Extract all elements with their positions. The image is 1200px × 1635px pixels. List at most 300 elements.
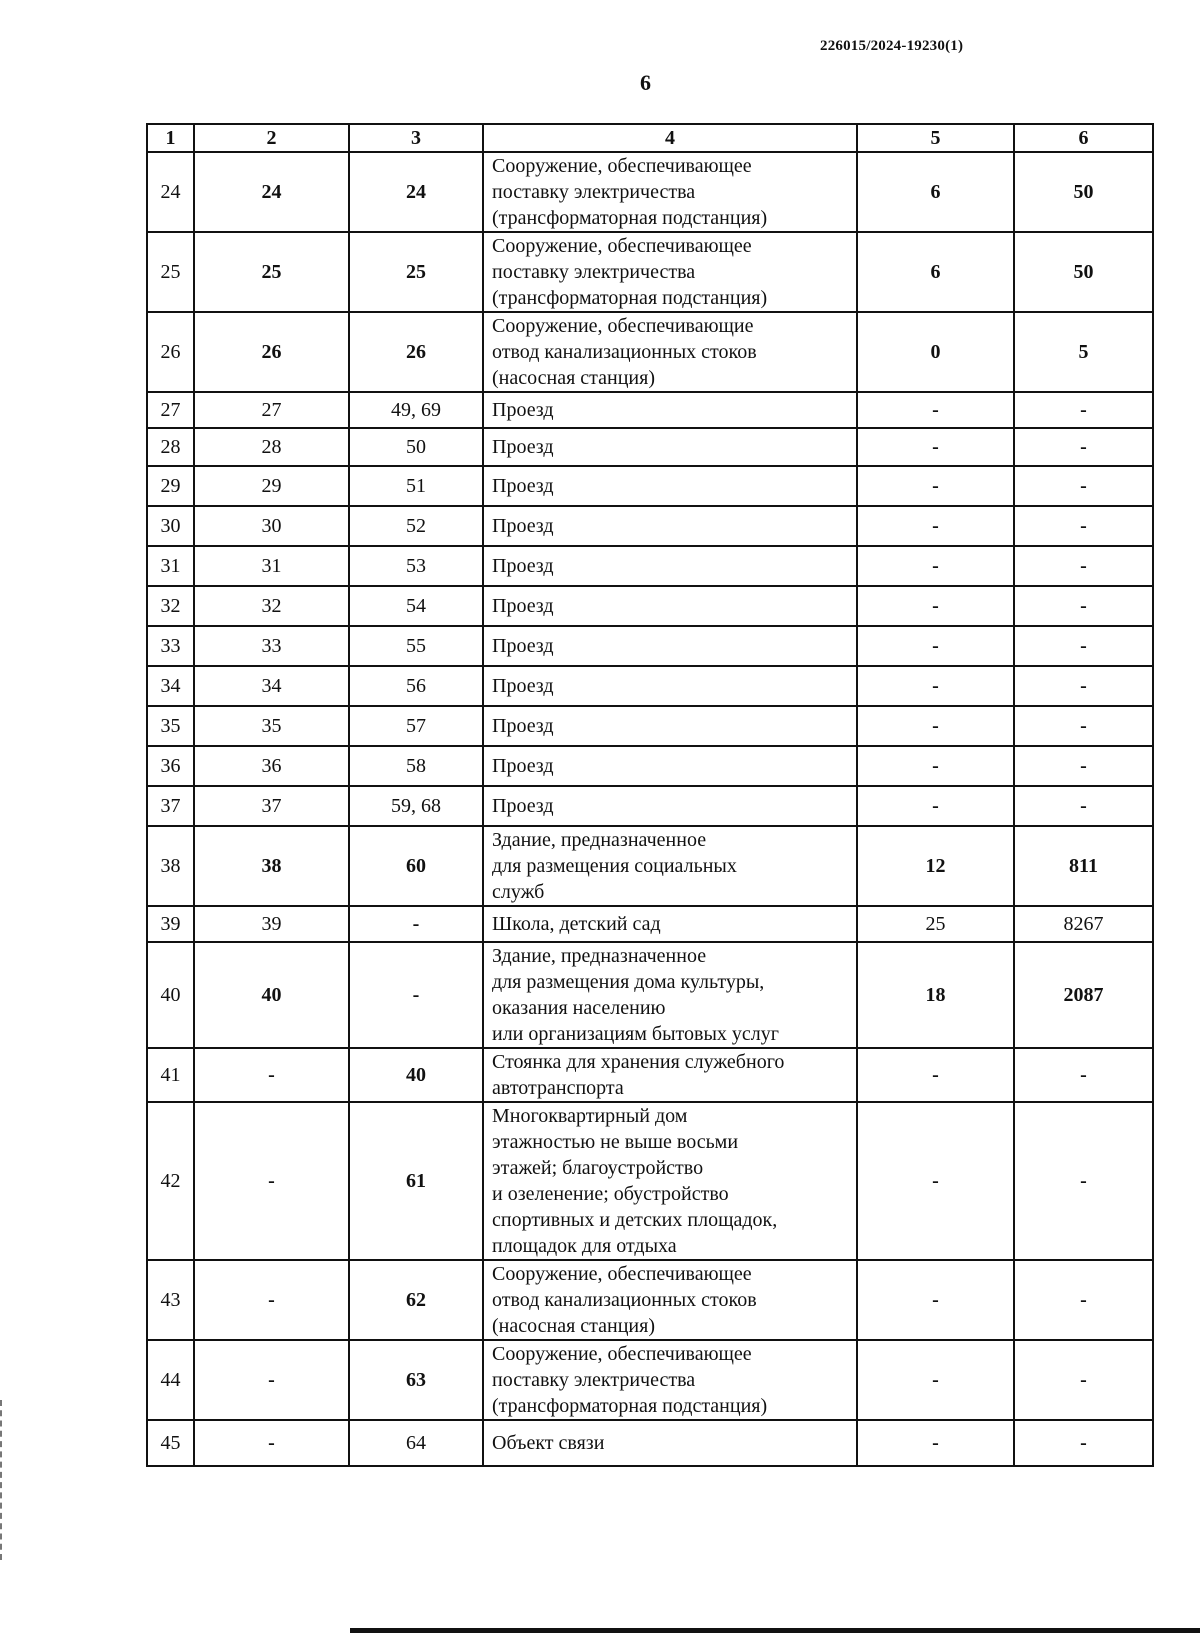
col5-cell-value: -	[932, 1368, 939, 1391]
col3-cell	[349, 906, 483, 942]
object-name-cell	[483, 1420, 857, 1466]
object-name-cell	[483, 1260, 857, 1340]
object-name-line: (трансформаторная подстанция)	[492, 207, 768, 229]
row-number-cell-value: 29	[160, 474, 181, 497]
col5-cell-value: -	[932, 754, 939, 777]
col2-cell-value: -	[268, 1368, 275, 1391]
col6-cell-value: -	[1080, 1063, 1087, 1086]
object-name-line: Проезд	[492, 635, 554, 657]
col3-cell-value: 60	[406, 854, 426, 877]
col2-cell	[194, 466, 349, 506]
col6-cell-value: -	[1080, 714, 1087, 737]
row-number-cell	[147, 312, 194, 392]
row-number-cell-value: 40	[160, 983, 181, 1006]
col6-cell	[1014, 1102, 1153, 1260]
col3-cell-value: 64	[406, 1431, 426, 1454]
col5-cell	[857, 152, 1014, 232]
col2-cell	[194, 942, 349, 1048]
col3-cell-value: 52	[406, 514, 426, 537]
object-name-cell	[483, 826, 857, 906]
col2-cell	[194, 392, 349, 428]
col2-cell	[194, 706, 349, 746]
col2-cell	[194, 906, 349, 942]
col2-cell	[194, 546, 349, 586]
object-name-cell	[483, 546, 857, 586]
table-row	[147, 152, 1153, 232]
col3-cell	[349, 786, 483, 826]
object-name-line: отвод канализационных стоков	[492, 341, 757, 363]
col3-cell	[349, 1048, 483, 1102]
object-name-cell	[483, 1048, 857, 1102]
row-number-cell-value: 28	[160, 435, 181, 458]
row-number-cell	[147, 428, 194, 466]
col3-cell-value: 54	[406, 594, 426, 617]
table-row	[147, 666, 1153, 706]
object-name-cell	[483, 786, 857, 826]
col5-cell-value: -	[932, 514, 939, 537]
col5-cell-value: 18	[925, 983, 946, 1006]
col3-cell	[349, 1260, 483, 1340]
col2-cell-value: 33	[261, 634, 282, 657]
col2-cell	[194, 232, 349, 312]
row-number-cell	[147, 826, 194, 906]
row-number-cell-value: 27	[160, 398, 181, 421]
object-name-line: Здание, предназначенное	[492, 945, 707, 967]
col5-cell-value: 0	[930, 340, 941, 363]
col6-cell-value: -	[1080, 474, 1087, 497]
col5-cell	[857, 1340, 1014, 1420]
col3-cell	[349, 232, 483, 312]
table-row	[147, 1048, 1153, 1102]
object-name-line: Объект связи	[492, 1432, 605, 1454]
object-name-line: Проезд	[492, 795, 554, 817]
col6-cell-value: -	[1080, 794, 1087, 817]
table-row	[147, 746, 1153, 786]
table-row	[147, 428, 1153, 466]
object-name-line: (насосная станция)	[492, 1315, 655, 1337]
col6-cell-value: 811	[1069, 854, 1098, 877]
object-name-cell	[483, 942, 857, 1048]
row-number-cell-value: 44	[160, 1368, 181, 1391]
col2-cell-value: 24	[261, 180, 282, 203]
col6-cell	[1014, 786, 1153, 826]
col6-cell	[1014, 1420, 1153, 1466]
table-row	[147, 706, 1153, 746]
col5-cell-value: -	[932, 634, 939, 657]
col5-cell	[857, 506, 1014, 546]
object-name-cell	[483, 506, 857, 546]
row-number-cell	[147, 466, 194, 506]
col5-cell	[857, 232, 1014, 312]
col5-cell-value: 6	[930, 260, 941, 283]
col6-cell-value: -	[1080, 554, 1087, 577]
object-name-cell	[483, 706, 857, 746]
table-row	[147, 1102, 1153, 1260]
col2-cell	[194, 1420, 349, 1466]
row-number-cell	[147, 1260, 194, 1340]
col6-cell	[1014, 152, 1153, 232]
object-name-line: Сооружение, обеспечивающие	[492, 315, 754, 337]
col5-cell-value: -	[932, 714, 939, 737]
col5-cell	[857, 906, 1014, 942]
col3-cell	[349, 1420, 483, 1466]
col5-cell	[857, 786, 1014, 826]
col5-cell	[857, 586, 1014, 626]
col5-cell	[857, 626, 1014, 666]
object-name-cell	[483, 666, 857, 706]
col2-cell	[194, 746, 349, 786]
col5-cell-value: -	[932, 474, 939, 497]
col6-cell	[1014, 942, 1153, 1048]
col2-cell	[194, 312, 349, 392]
col3-cell	[349, 506, 483, 546]
object-name-line: Многоквартирный дом	[492, 1105, 688, 1127]
col5-cell	[857, 826, 1014, 906]
object-name-line: поставку электричества	[492, 1369, 696, 1391]
column-header: 3	[349, 124, 483, 152]
object-name-line: Проезд	[492, 436, 554, 458]
row-number-cell	[147, 152, 194, 232]
object-name-line: и озеленение; обустройство	[492, 1183, 729, 1205]
col2-cell-value: 30	[261, 514, 282, 537]
col6-cell	[1014, 826, 1153, 906]
col6-cell	[1014, 428, 1153, 466]
col2-cell-value: -	[268, 1288, 275, 1311]
col5-cell-value: -	[932, 435, 939, 458]
col6-cell	[1014, 1260, 1153, 1340]
col3-cell-value: -	[412, 983, 420, 1006]
object-name-line: автотранспорта	[492, 1077, 624, 1099]
row-number-cell-value: 37	[160, 794, 181, 817]
col6-cell	[1014, 1048, 1153, 1102]
col6-cell	[1014, 906, 1153, 942]
row-number-cell-value: 26	[160, 340, 181, 363]
col2-cell	[194, 1260, 349, 1340]
row-number-cell	[147, 1102, 194, 1260]
col3-cell-value: 58	[406, 754, 426, 777]
col5-cell-value: -	[932, 674, 939, 697]
col3-cell	[349, 546, 483, 586]
col2-cell-value: 29	[261, 474, 282, 497]
object-name-cell	[483, 906, 857, 942]
col6-cell	[1014, 546, 1153, 586]
col3-cell-value: 49, 69	[391, 398, 441, 421]
col6-cell	[1014, 746, 1153, 786]
col5-cell	[857, 546, 1014, 586]
col2-cell	[194, 626, 349, 666]
object-name-line: (трансформаторная подстанция)	[492, 1395, 768, 1417]
row-number-cell	[147, 906, 194, 942]
col2-cell-value: 26	[261, 340, 282, 363]
column-header: 4	[483, 124, 857, 152]
col2-cell	[194, 506, 349, 546]
col3-cell-value: 50	[406, 435, 426, 458]
col2-cell-value: 32	[261, 594, 282, 617]
object-name-line: Сооружение, обеспечивающее	[492, 155, 752, 177]
object-name-line: Сооружение, обеспечивающее	[492, 1343, 752, 1365]
row-number-cell	[147, 1048, 194, 1102]
scan-edge-mark	[0, 1400, 5, 1560]
row-number-cell-value: 34	[160, 674, 181, 697]
col5-cell	[857, 1420, 1014, 1466]
row-number-cell-value: 38	[160, 854, 181, 877]
object-name-cell	[483, 232, 857, 312]
table-header-row	[147, 124, 1153, 152]
row-number-cell	[147, 746, 194, 786]
col6-cell-value: 8267	[1063, 912, 1104, 935]
col3-cell	[349, 746, 483, 786]
col5-cell-value: 25	[925, 912, 946, 935]
col3-cell	[349, 942, 483, 1048]
object-name-line: поставку электричества	[492, 181, 696, 203]
col2-cell-value: 40	[261, 983, 282, 1006]
table-row	[147, 1420, 1153, 1466]
col6-cell	[1014, 586, 1153, 626]
col3-cell-value: 53	[406, 554, 426, 577]
col2-cell	[194, 826, 349, 906]
col3-cell	[349, 1340, 483, 1420]
row-number-cell-value: 36	[160, 754, 181, 777]
table-row	[147, 906, 1153, 942]
table-row	[147, 1340, 1153, 1420]
col3-cell	[349, 1102, 483, 1260]
col5-cell-value: 6	[930, 180, 941, 203]
col5-cell-value: -	[932, 1431, 939, 1454]
col6-cell	[1014, 1340, 1153, 1420]
object-name-cell	[483, 466, 857, 506]
col3-cell-value: 63	[406, 1368, 426, 1391]
row-number-cell-value: 33	[160, 634, 181, 657]
col5-cell	[857, 1102, 1014, 1260]
col6-cell-value: -	[1080, 514, 1087, 537]
column-header: 2	[194, 124, 349, 152]
table-row	[147, 466, 1153, 506]
row-number-cell	[147, 786, 194, 826]
row-number-cell-value: 42	[160, 1169, 181, 1192]
col6-cell	[1014, 232, 1153, 312]
col3-cell-value: 40	[406, 1063, 426, 1086]
object-name-line: оказания населению	[492, 997, 666, 1019]
row-number-cell-value: 31	[160, 554, 181, 577]
col2-cell	[194, 1340, 349, 1420]
object-name-cell	[483, 392, 857, 428]
col6-cell-value: -	[1080, 754, 1087, 777]
row-number-cell	[147, 586, 194, 626]
col5-cell-value: -	[932, 594, 939, 617]
col3-cell	[349, 626, 483, 666]
objects-table	[146, 123, 1154, 1467]
col2-cell-value: 37	[261, 794, 282, 817]
col2-cell-value: 38	[261, 854, 282, 877]
row-number-cell-value: 45	[160, 1431, 181, 1454]
table-row	[147, 786, 1153, 826]
object-name-line: Проезд	[492, 755, 554, 777]
row-number-cell	[147, 942, 194, 1048]
table-row	[147, 626, 1153, 666]
col6-cell-value: -	[1080, 398, 1087, 421]
col3-cell	[349, 152, 483, 232]
object-name-line: Проезд	[492, 515, 554, 537]
row-number-cell	[147, 666, 194, 706]
col2-cell	[194, 1102, 349, 1260]
object-name-line: Проезд	[492, 399, 554, 421]
object-name-cell	[483, 312, 857, 392]
col3-cell-value: 59, 68	[391, 794, 441, 817]
col3-cell	[349, 428, 483, 466]
row-number-cell-value: 30	[160, 514, 181, 537]
col6-cell-value: -	[1080, 634, 1087, 657]
col3-cell	[349, 392, 483, 428]
object-name-line: Проезд	[492, 595, 554, 617]
object-name-cell	[483, 746, 857, 786]
col6-cell	[1014, 626, 1153, 666]
col3-cell	[349, 706, 483, 746]
col3-cell-value: 51	[406, 474, 426, 497]
column-header: 5	[857, 124, 1014, 152]
col5-cell	[857, 746, 1014, 786]
col2-cell	[194, 152, 349, 232]
col3-cell	[349, 826, 483, 906]
col3-cell-value: 55	[406, 634, 426, 657]
object-name-line: Сооружение, обеспечивающее	[492, 235, 752, 257]
object-name-line: спортивных и детских площадок,	[492, 1209, 778, 1231]
col2-cell-value: 35	[261, 714, 282, 737]
col6-cell-value: -	[1080, 435, 1087, 458]
col6-cell	[1014, 506, 1153, 546]
col3-cell-value: 25	[406, 260, 426, 283]
table-row	[147, 506, 1153, 546]
col5-cell	[857, 392, 1014, 428]
table-row	[147, 232, 1153, 312]
row-number-cell-value: 24	[160, 180, 181, 203]
object-name-cell	[483, 626, 857, 666]
object-name-cell	[483, 152, 857, 232]
col3-cell-value: -	[412, 912, 420, 935]
object-name-line: отвод канализационных стоков	[492, 1289, 757, 1311]
col5-cell-value: 12	[925, 854, 946, 877]
col3-cell-value: 62	[406, 1288, 426, 1311]
table-row	[147, 312, 1153, 392]
col6-cell-value: -	[1080, 594, 1087, 617]
table-row	[147, 942, 1153, 1048]
col5-cell-value: -	[932, 1288, 939, 1311]
col6-cell-value: -	[1080, 1288, 1087, 1311]
row-number-cell-value: 39	[160, 912, 181, 935]
row-number-cell-value: 41	[160, 1063, 181, 1086]
col3-cell	[349, 586, 483, 626]
col5-cell	[857, 706, 1014, 746]
object-name-line: поставку электричества	[492, 261, 696, 283]
col2-cell-value: -	[268, 1063, 275, 1086]
row-number-cell	[147, 546, 194, 586]
col2-cell	[194, 586, 349, 626]
col5-cell-value: -	[932, 554, 939, 577]
object-name-cell	[483, 1102, 857, 1260]
scan-bottom-bar	[350, 1628, 1200, 1633]
col2-cell-value: 36	[261, 754, 282, 777]
col6-cell	[1014, 666, 1153, 706]
col2-cell	[194, 1048, 349, 1102]
col6-cell-value: 5	[1078, 340, 1089, 363]
col6-cell-value: -	[1080, 674, 1087, 697]
row-number-cell-value: 25	[160, 260, 181, 283]
col6-cell	[1014, 392, 1153, 428]
col2-cell-value: -	[268, 1169, 275, 1192]
page-number: 6	[640, 70, 651, 95]
object-name-line: Школа, детский сад	[492, 913, 661, 935]
row-number-cell	[147, 626, 194, 666]
col3-cell-value: 56	[406, 674, 426, 697]
col5-cell	[857, 1048, 1014, 1102]
object-name-line: служб	[492, 881, 545, 903]
col5-cell	[857, 466, 1014, 506]
object-name-line: Проезд	[492, 675, 554, 697]
object-name-line: Здание, предназначенное	[492, 829, 707, 851]
row-number-cell	[147, 232, 194, 312]
object-name-line: (трансформаторная подстанция)	[492, 287, 768, 309]
object-name-cell	[483, 586, 857, 626]
col2-cell-value: 27	[261, 398, 282, 421]
col5-cell	[857, 312, 1014, 392]
col5-cell	[857, 666, 1014, 706]
object-name-line: Стоянка для хранения служебного	[492, 1051, 785, 1073]
col2-cell-value: 31	[261, 554, 282, 577]
col6-cell	[1014, 312, 1153, 392]
table-row	[147, 546, 1153, 586]
col3-cell	[349, 312, 483, 392]
col2-cell	[194, 786, 349, 826]
col6-cell	[1014, 706, 1153, 746]
row-number-cell-value: 43	[160, 1288, 181, 1311]
object-name-line: для размещения дома культуры,	[492, 971, 765, 993]
row-number-cell	[147, 392, 194, 428]
row-number-cell	[147, 706, 194, 746]
col3-cell	[349, 666, 483, 706]
col6-cell-value: -	[1080, 1169, 1087, 1192]
col6-cell-value: 50	[1073, 180, 1094, 203]
col3-cell	[349, 466, 483, 506]
row-number-cell-value: 32	[160, 594, 181, 617]
col2-cell-value: 28	[261, 435, 282, 458]
row-number-cell	[147, 1420, 194, 1466]
col3-cell-value: 26	[406, 340, 426, 363]
col3-cell-value: 57	[406, 714, 426, 737]
object-name-cell	[483, 428, 857, 466]
col5-cell-value: -	[932, 398, 939, 421]
table-row	[147, 392, 1153, 428]
col2-cell	[194, 666, 349, 706]
object-name-line: Проезд	[492, 475, 554, 497]
object-name-line: Проезд	[492, 555, 554, 577]
col3-cell-value: 24	[406, 180, 426, 203]
col5-cell	[857, 428, 1014, 466]
object-name-line: этажей; благоустройство	[492, 1157, 704, 1179]
document-registration-number: 226015/2024-19230(1)	[820, 38, 964, 54]
object-name-line: для размещения социальных	[492, 855, 737, 877]
column-header: 1	[147, 124, 194, 152]
col5-cell	[857, 1260, 1014, 1340]
col5-cell-value: -	[932, 794, 939, 817]
object-name-line: или организациям бытовых услуг	[492, 1023, 779, 1045]
table-row	[147, 826, 1153, 906]
col6-cell	[1014, 466, 1153, 506]
col2-cell-value: 25	[261, 260, 282, 283]
object-name-line: площадок для отдыха	[492, 1235, 677, 1257]
col5-cell	[857, 942, 1014, 1048]
col3-cell-value: 61	[406, 1169, 426, 1192]
col6-cell-value: 2087	[1063, 983, 1104, 1006]
row-number-cell	[147, 506, 194, 546]
